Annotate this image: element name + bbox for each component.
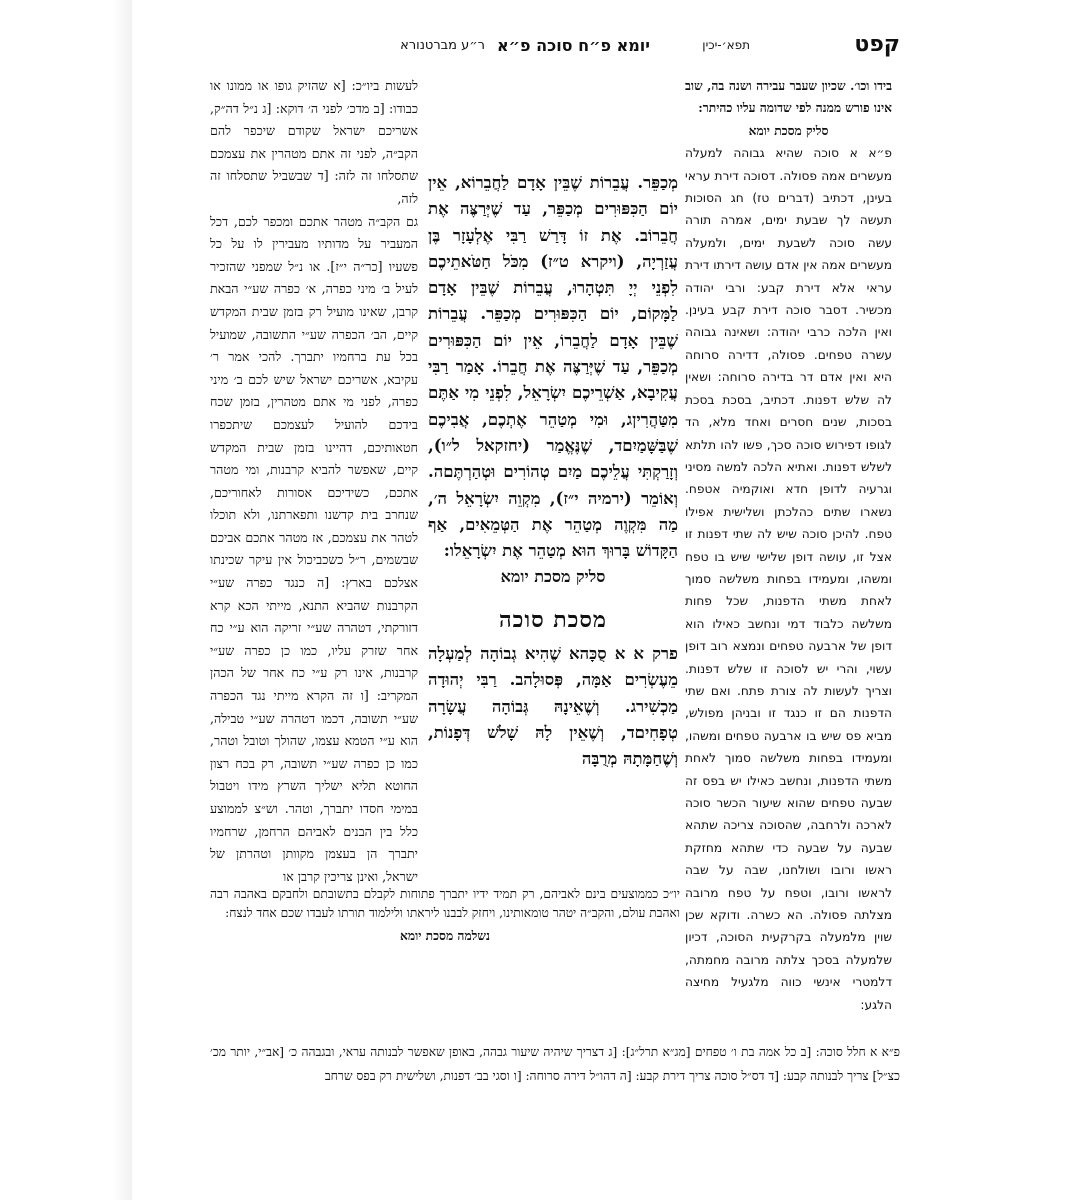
page-edge-shadow — [0, 0, 132, 1200]
page-header — [210, 32, 900, 62]
mishna-yoma-text: מְכַפֵּר. עֲבֵרוֹת שֶׁבֵּין אָדָם לַחֲבֵרוֹא, אֵין יוֹם הַכִּפּוּרִים מְכַפֵּר, עַד שֶׁיְּרַצֶּה אֶת חֲבֵרוֹב. אֶת זוֹ דָּרַשׁ רַבִּי אֶלְעָזָר בֶּן עֲזַרְיָה, (ויקרא ט״ז) מִכֹּל חַטֹּאתֵיכֶם לִפְנֵי יְיָ תִּטְהָרוּ, עֲבֵרוֹת שֶׁבֵּין אָדָם לַמָּקוֹם, יוֹם הַכִּפּוּרִים מְכַפֵּר. עֲבֵרוֹת שֶׁבֵּין אָדָם לַחֲבֵרוֹ, אֵין יוֹם הַכִּפּוּרִים מְכַפֵּר, עַד שֶׁיְּרַצֶּה אֶת חֲבֵרוֹ. אָמַר רַבִּי עֲקִיבָא, אַשְׁרֵיכֶם יִשְׂרָאֵל, לִפְנֵי מִי אַתֶּם מִטַּהֲרִיןג, וּמִי מְטַהֵר אֶתְכֶם, אֲבִיכֶם שֶׁבַּשָּׁמַיִםד, שֶׁנֶּאֱמַר (יחזקאל ל״ו), וְזָרַקְתִּי עֲלֵיכֶם מַיִם טְהוֹרִים וּטְהַרְתֶּםה. וְאוֹמֵר (ירמיה י״ז), מִקְוֵה יִשְׂרָאֵל ה׳, מַה מִּקְוֶה מְטַהֵר אֶת הַטְּמֵאִים, אַף הַקָּדוֹשׁ בָּרוּךְ הוּא מְטַהֵר אֶת יִשְׂרָאֵלו: — [428, 173, 678, 561]
mishna-text-column — [428, 170, 678, 950]
yoma-end-note: סליק מסכת יומא — [500, 567, 606, 587]
yachin-continuation-text: יו״כ כממוצעים בינם לאביהם, רק תמיד ידיו יתברך פתוחות לקבלם בתשובתם ולחבקם באהבה רבה ואהבת עולם, והקב״ה יטהר טומאותינו, ויחזק לבבנו ליראתו ולילמוד תורתו לעבדו שכם אחד לנצח: — [210, 887, 680, 920]
bartenura-opening: בידו וכו׳. שכיון שעבר עבירה ושנה בה, שוב אינו פורש ממנה לפי שדומה עליו כהיתר: — [685, 79, 892, 116]
folio-number: קפט — [854, 32, 900, 57]
yachin-continuation — [210, 885, 680, 946]
yachin-paragraph: גם הקב״ה מטהר אתכם ומכפר לכם, דכל המעביר על מדותיו מעבירין לו על כל פשעיו [כר״ה י״ז]. או נ״ל שמפני שהזכיר לעיל ב׳ מיני כפרה, א׳ כפרה שע״י הבאת קרבן, שאינו מועיל רק בזמן שבית המקדש קיים, הב׳ הכפרה שע״י התשובה, שמועיל בכל עת ברחמיו יתברך. להכי אמר ר׳ עקיבא, אשריכם ישראל שיש לכם ב׳ מיני כפרה, לפני מי אתם מטהרין, בזמן שכח בידכם להועיל לעצמכם שיתכפרו חטאותיכם, דהיינו בזמן שבית המקדש קיים, שאפשר להביא קרבנות, ומי מטהר אתכם, כשידיכם אסורות לאחוריכם, שנחרב בית קדשנו ותפארתנו, ולא תוכלו לטהר את עצמכם, אז מטהר אתכם אביכם שבשמים, ר״ל כשכביכול אין עיקר שכינתו אצלכם בארץ: [ה כנגד כפרה שע״י הקרבנות שהביא התנא, מייתי הכא קרא דזורקתי, דטהרה שע״י זריקה הוא ע״י כח אחר שזרק עליו, כמו כן כפרה שע״י קרבנות, אינו רק ע״י כח אחר של הכהן המקריב: [ו זה הקרא מייתי נגד הכפרה שע״י תשובה, דכמו דטהרה שע״י טבילה, הוא ע״י הטמא עצמו, שהולך וטובל וטהר, כמו כן כפרה שע״י תשובה, רק בכח רצון החוטא תליא ישליך השרץ מידו ויטבול במימי חסדו יתברך, וטהר. וש״צ לממוצע כלל בין הבנים לאביהם הרחמן, שרחמיו יתברך הן בעצמן מקוותן וטהרתן של ישראל, ואינן צריכין קרבן או — [210, 213, 418, 884]
tractate-heading: יומא פ״ח סוכה פ״א — [497, 36, 650, 55]
commentary-name: ר״ע מברטנורא — [400, 38, 485, 53]
bartenura-end-note: סליק מסכת יומא — [748, 123, 829, 138]
yachin-commentary-column — [210, 75, 418, 885]
yachin-paragraph: לעשות ביו״כ: [א שהזיק גופו או ממונו או כבודו: [ב מדכ׳ לפני ה׳ דוקא: [ג נ״ל דה״ק, אשריכם ישראל שקודם שיכפר להם הקב״ה, לפני זה אתם מטהרין את עצמכם שתסלחו זה לזה: [ד שבשביל שתסלחו זה לזה, — [210, 78, 418, 206]
footnotes-block — [210, 1040, 900, 1088]
bartenura-commentary-column — [685, 75, 892, 1012]
sukkah-tractate-title: מסכת סוכה — [499, 606, 607, 633]
yoma-completed-note: נשלמה מסכת יומא — [400, 929, 490, 943]
bartenura-text: פ״א א סוכה שהיא גבוהה למעלה מעשרים אמה פסולה. דסוכה דירת עראי בעינן, דכתיב (דברים טז) חג הסוכות תעשה לך שבעת ימים, אמרה תורה עשה סוכה לשבעת ימים, ולמעלה מעשרים אמה אין אדם עושה דירתו דירת עראי אלא דירת קבע: ורבי יהודה מכשיר. דסבר סוכה דירת קבע בעינן. ואין הלכה כרבי יהודה: ושאינה גבוהה עשרה טפחים. פסולה, דדירה סרוחה היא ואין אדם דר בדירה סרוחה: ושאין לה שלש דפנות. דכתיב, בסכת בסכת בסכות, שנים חסרים ואחד מלא, הד לגופו דפירוש סוכה סכך, פשו להו תלתא לשלש דפנות. ואתיא הלכה למשה מסיני וגרעיה לדופן חדא ואוקמיה אטפח. נשארו שתים כהלכתן ושלישית אפילו טפח. להיכן סוכה שיש לה שתי דפנות זו אצל זו, עושה דופן שלישי שיש בו טפח ומשהו, ומעמידו בפחות משלשה סמוך לאחת משתי הדפנות, שכל פחות משלשה כלבוד דמי ונחשב כאילו הוא דופן של ארבעה טפחים ונמצא רוב דופן עשוי, והרי יש לסוכה זו שלש דפנות. וצריך לעשות לה צורת פתח. ואם שתי הדפנות הם זו כנגד זו ובניהן מפולש, מביא פס שיש בו ארבעה טפחים ומשהו, ומעמידו בפחות משלשה סמוך לאחת משתי הדפנות, ונחשב כאילו יש בפס זה שבעה טפחים שהוא שיעור הכשר סוכה לארכה ולרחבה, שהסוכה צריכה שתהא שבעה על שבעה כדי שתהא מחזקת ראשו ורובו ושולחנו, שבה על שבה לראשו ורובו, וטפח על טפח מרובה מצלתה פסולה. הא כשרה. ודוקא שכן שוין מלמעלה בקרקעית הסוכה, דכיון שלמעלה בסכך צלתה מרובה מחמתה, דלמטרי אינשי כווה מלגעיל מחיצה הלגע: — [685, 146, 892, 1012]
commentary-range: תפא׳-יכין — [702, 38, 750, 52]
mishna-sukkah-text: פרק א א סֻכָּהא שֶׁהִיא גְבוֹהָה לְמַעְלָה מֵעֶשְׂרִים אַמָּה, פְּסוּלָהב. רַבִּי יְהוּדָה מַכְשִׁירג. וְשֶׁאֵינָהּ גְּבוֹהָה עֲשָׂרָה טְפָחִיםד, וְשֶׁאֵין לָהּ שָׁלֹשׁ דְּפָנוֹת, וְשֶׁחַמָּתָהּ מְרֻבָּה — [428, 644, 678, 769]
footnote-line: פ״א א חלל סוכה: [ב כל אמה בת ו׳ טפחים [מג״א תרל״ג]: [ג דצריך שיהיה שיעור גבהה, באופן שאפשר לבנותה עראי, ובגבהה כ׳ [אב״י, יותר מכ׳ כצ״ל] צריך לבנותה קבע: [ד דס״ל סוכה צריך דירת קבע: [ה דהו״ל דירה סרוחה: [ו וסגי בב׳ דפנות, ושלישית רק בפס שרחב — [210, 1045, 900, 1083]
